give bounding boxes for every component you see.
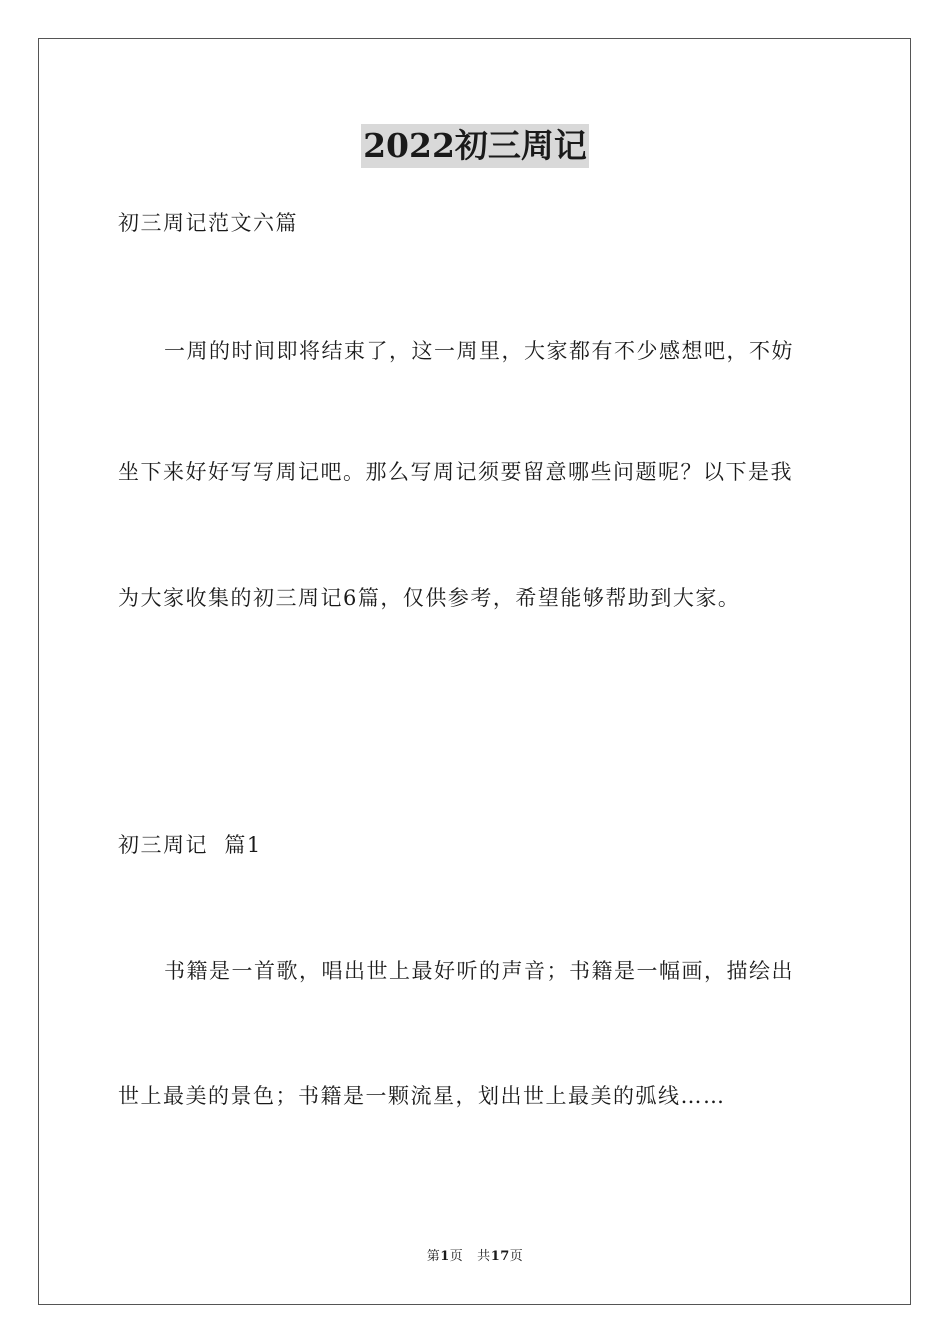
intro-line-2: 坐下来好好写写周记吧。那么写周记须要留意哪些问题呢？以下是我 [118, 460, 793, 484]
page-suffix: 页 [449, 1249, 464, 1264]
page-number: 1 [440, 1249, 450, 1264]
intro-line-1: 一周的时间即将结束了，这一周里，大家都有不少感想吧，不妨 [164, 339, 794, 363]
section-line-1: 书籍是一首歌，唱出世上最好听的声音；书籍是一幅画，描绘出 [164, 959, 794, 983]
section-heading: 初三周记 篇1 [118, 833, 262, 857]
page-footer [0, 1248, 950, 1266]
document-title: 2022初三周记 [361, 124, 589, 168]
section-line-2: 世上最美的景色；书籍是一颗流星，划出世上最美的弧线…… [118, 1084, 726, 1108]
total-prefix: 共 [477, 1249, 491, 1264]
total-suffix: 页 [509, 1249, 524, 1264]
total-pages: 17 [490, 1249, 510, 1264]
document-subtitle: 初三周记范文六篇 [118, 211, 298, 235]
title-container [0, 124, 950, 168]
page-prefix: 第 [426, 1249, 441, 1264]
intro-line-3: 为大家收集的初三周记6篇，仅供参考，希望能够帮助到大家。 [118, 586, 741, 610]
